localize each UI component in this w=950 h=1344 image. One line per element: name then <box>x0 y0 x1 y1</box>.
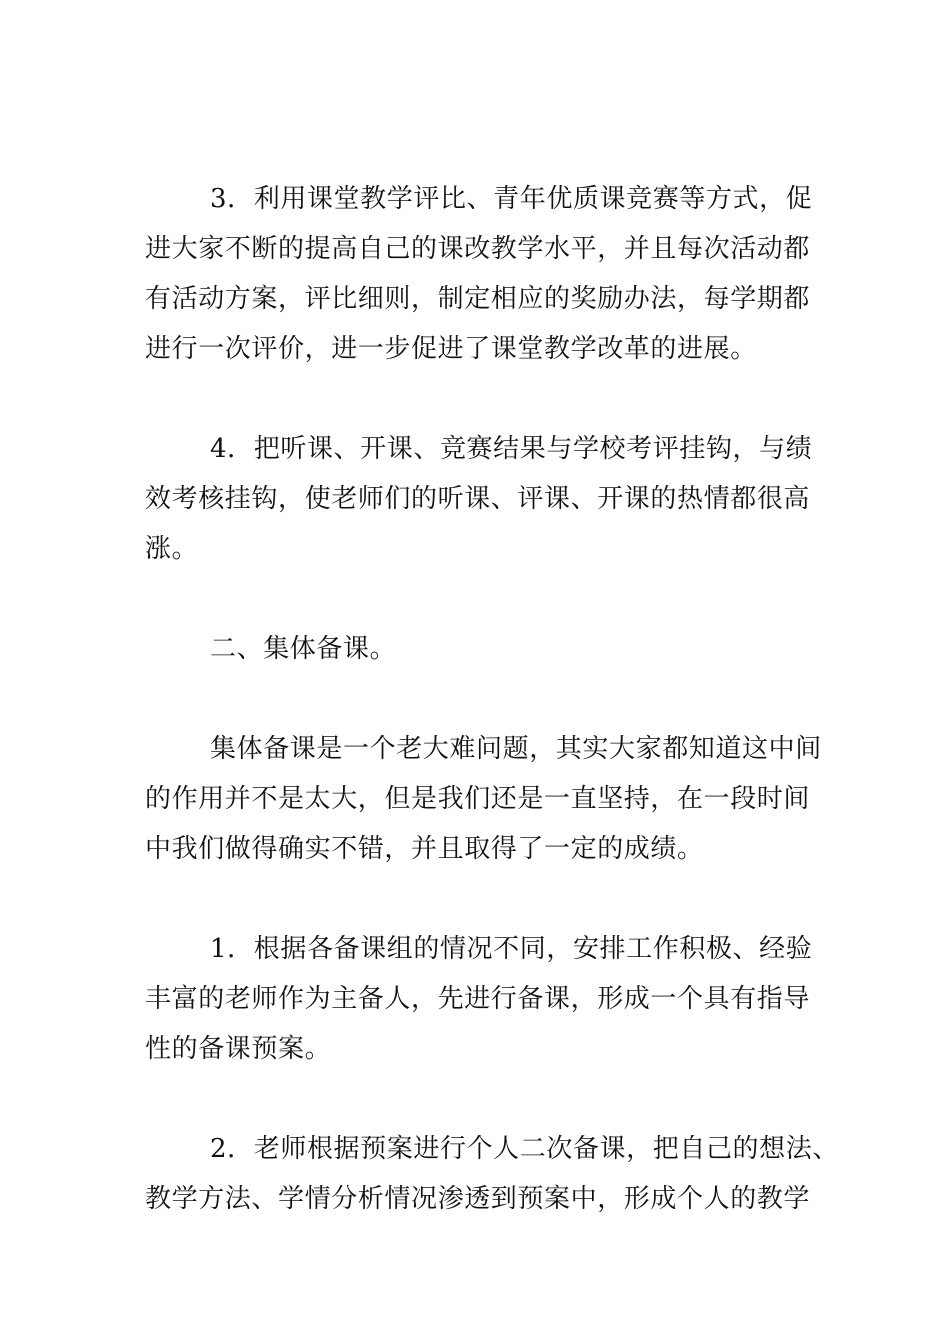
text-line: 集体备课是一个老大难问题，其实大家都知道这中间 <box>210 734 822 764</box>
text-line: 有活动方案，评比细则，制定相应的奖励办法，每学期都 <box>145 284 811 314</box>
text-line: 进大家不断的提高自己的课改教学水平，并且每次活动都 <box>145 234 811 264</box>
text-line: 4．把听课、开课、竞赛结果与学校考评挂钩，与绩 <box>210 434 813 464</box>
text-line: 效考核挂钩，使老师们的听课、评课、开课的热情都很高 <box>145 484 811 514</box>
text-line: 进行一次评价，进一步促进了课堂教学改革的进展。 <box>145 334 757 364</box>
heading-text: 二、集体备课。 <box>210 634 397 664</box>
text-line: 丰富的老师作为主备人，先进行备课，形成一个具有指导 <box>145 984 811 1014</box>
text-line: 2．老师根据预案进行个人二次备课，把自己的想法、 <box>210 1134 839 1164</box>
text-line: 1．根据各备课组的情况不同，安排工作积极、经验 <box>210 934 813 964</box>
text-line: 涨。 <box>145 534 199 564</box>
text-line: 性的备课预案。 <box>145 1034 332 1064</box>
text-line: 3．利用课堂教学评比、青年优质课竞赛等方式，促 <box>210 184 813 214</box>
text-line: 教学方法、学情分析情况渗透到预案中，形成个人的教学 <box>145 1184 811 1214</box>
text-line: 的作用并不是太大，但是我们还是一直坚持，在一段时间 <box>145 784 811 814</box>
text-line: 中我们做得确实不错，并且取得了一定的成绩。 <box>145 834 704 864</box>
